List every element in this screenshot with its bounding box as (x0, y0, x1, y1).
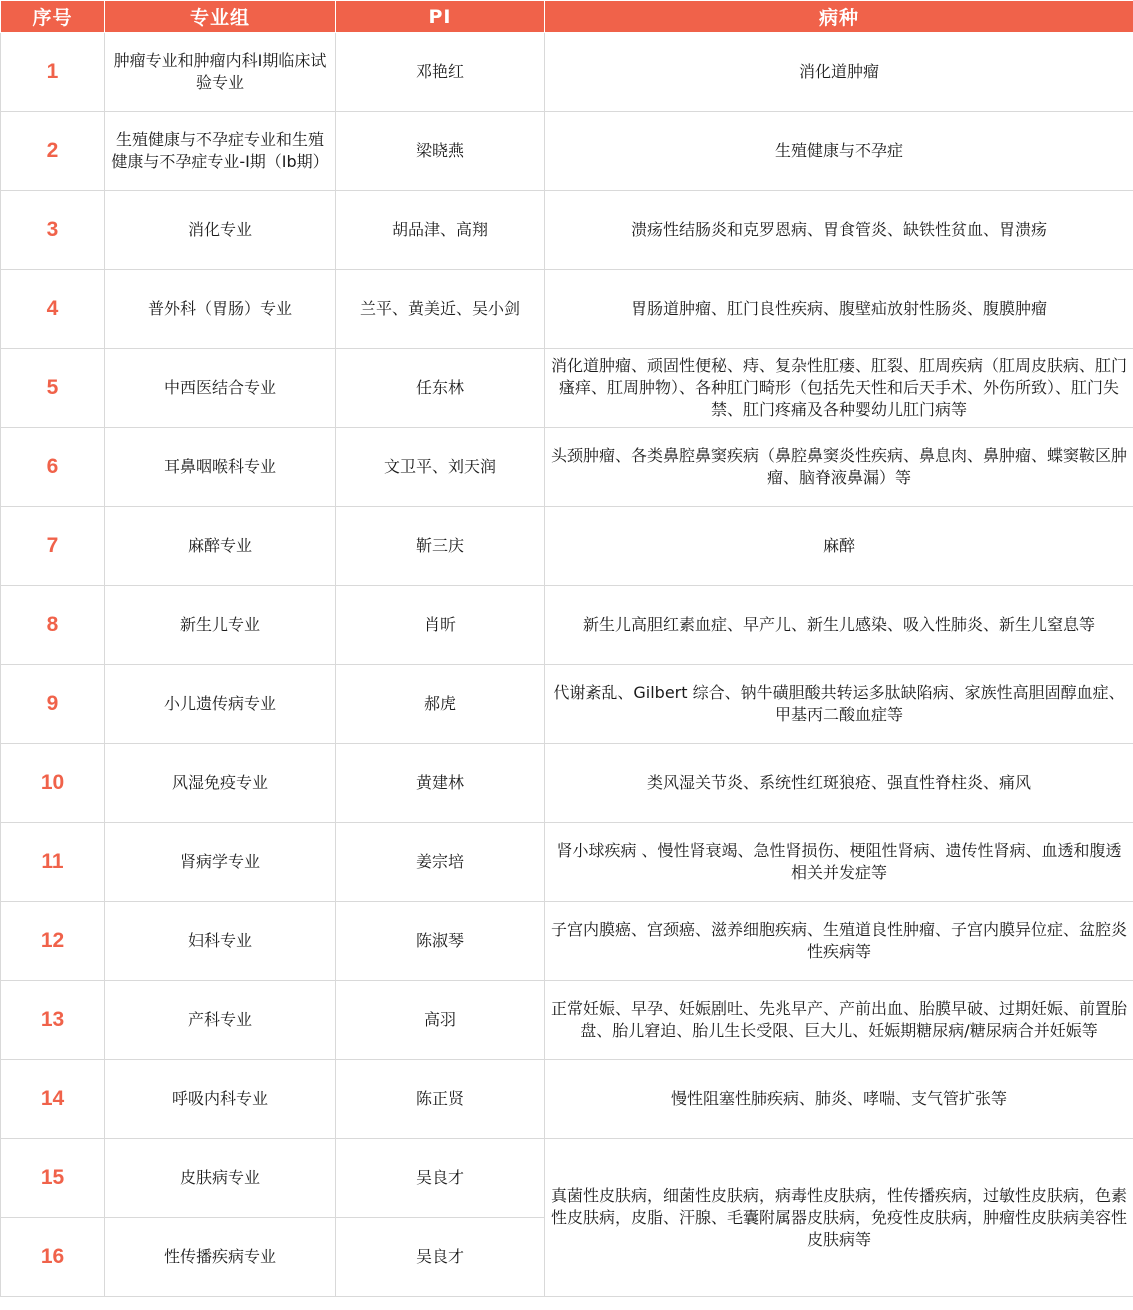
header-disease: 病种 (545, 1, 1133, 33)
table-row (1, 33, 1133, 112)
row-index: 15 (1, 1139, 105, 1218)
row-group: 产科专业 (105, 981, 336, 1060)
row-group: 中西医结合专业 (105, 349, 336, 428)
row-index: 4 (1, 270, 105, 349)
row-pi: 吴良才 (336, 1218, 545, 1297)
table-row (1, 270, 1133, 349)
row-group: 麻醉专业 (105, 507, 336, 586)
row-group: 妇科专业 (105, 902, 336, 981)
row-disease: 肾小球疾病 、慢性肾衰竭、急性肾损伤、梗阻性肾病、遗传性肾病、血透和腹透相关并发症等 (545, 823, 1133, 902)
header-row (1, 1, 1133, 33)
row-index: 12 (1, 902, 105, 981)
row-pi: 陈正贤 (336, 1060, 545, 1139)
row-disease: 胃肠道肿瘤、肛门良性疾病、腹壁疝放射性肠炎、腹膜肿瘤 (545, 270, 1133, 349)
row-pi: 吴良才 (336, 1139, 545, 1218)
row-disease: 头颈肿瘤、各类鼻腔鼻窦疾病（鼻腔鼻窦炎性疾病、鼻息肉、鼻肿瘤、蝶窦鞍区肿瘤、脑脊液鼻漏）等 (545, 428, 1133, 507)
row-pi: 梁晓燕 (336, 112, 545, 191)
row-index: 1 (1, 33, 105, 112)
row-pi: 文卫平、刘天润 (336, 428, 545, 507)
row-pi: 胡品津、高翔 (336, 191, 545, 270)
table-row (1, 428, 1133, 507)
row-group: 生殖健康与不孕症专业和生殖健康与不孕症专业-Ⅰ期（Ib期） (105, 112, 336, 191)
row-group: 皮肤病专业 (105, 1139, 336, 1218)
row-group: 肾病学专业 (105, 823, 336, 902)
table-row (1, 507, 1133, 586)
row-index: 8 (1, 586, 105, 665)
row-group: 肿瘤专业和肿瘤内科Ⅰ期临床试验专业 (105, 33, 336, 112)
table-row (1, 191, 1133, 270)
row-disease: 消化道肿瘤 (545, 33, 1133, 112)
row-index: 5 (1, 349, 105, 428)
row-index: 3 (1, 191, 105, 270)
row-group: 消化专业 (105, 191, 336, 270)
row-disease: 慢性阻塞性肺疾病、肺炎、哮喘、支气管扩张等 (545, 1060, 1133, 1139)
header-group: 专业组 (105, 1, 336, 33)
table-row (1, 902, 1133, 981)
row-pi: 邓艳红 (336, 33, 545, 112)
row-index: 10 (1, 744, 105, 823)
row-pi: 陈淑琴 (336, 902, 545, 981)
table-row (1, 823, 1133, 902)
row-pi: 靳三庆 (336, 507, 545, 586)
row-disease: 消化道肿瘤、顽固性便秘、痔、复杂性肛瘘、肛裂、肛周疾病（肛周皮肤病、肛门瘙痒、肛周肿物）、各种肛门畸形（包括先天性和后天手术、外伤所致）、肛门失禁、肛门疼痛及各种婴幼儿肛门病等 (545, 349, 1133, 428)
row-group: 呼吸内科专业 (105, 1060, 336, 1139)
table-row (1, 112, 1133, 191)
row-index: 16 (1, 1218, 105, 1297)
row-pi: 兰平、黄美近、吴小剑 (336, 270, 545, 349)
table-row (1, 744, 1133, 823)
row-pi: 高羽 (336, 981, 545, 1060)
row-disease: 麻醉 (545, 507, 1133, 586)
row-index: 7 (1, 507, 105, 586)
row-group: 小儿遗传病专业 (105, 665, 336, 744)
row-pi: 姜宗培 (336, 823, 545, 902)
row-index: 14 (1, 1060, 105, 1139)
header-pi: PI (336, 1, 545, 33)
row-pi: 任东林 (336, 349, 545, 428)
merged-disease-cell: 真菌性皮肤病，细菌性皮肤病，病毒性皮肤病，性传播疾病，过敏性皮肤病，色素性皮肤病，皮脂、汗腺、毛囊附属器皮肤病，免疫性皮肤病，肿瘤性皮肤病美容性皮肤病等 (545, 1139, 1133, 1297)
row-index: 11 (1, 823, 105, 902)
row-group: 性传播疾病专业 (105, 1218, 336, 1297)
row-group: 耳鼻咽喉科专业 (105, 428, 336, 507)
row-group: 新生儿专业 (105, 586, 336, 665)
row-pi: 郝虎 (336, 665, 545, 744)
row-disease: 代谢紊乱、Gilbert 综合、钠牛磺胆酸共转运多肽缺陷病、家族性高胆固醇血症、甲基丙二酸血症等 (545, 665, 1133, 744)
row-disease: 溃疡性结肠炎和克罗恩病、胃食管炎、缺铁性贫血、胃溃疡 (545, 191, 1133, 270)
table-row (1, 1139, 1133, 1218)
row-group: 普外科（胃肠）专业 (105, 270, 336, 349)
row-index: 6 (1, 428, 105, 507)
row-index: 13 (1, 981, 105, 1060)
row-disease: 生殖健康与不孕症 (545, 112, 1133, 191)
row-group: 风湿免疫专业 (105, 744, 336, 823)
row-disease: 正常妊娠、早孕、妊娠剧吐、先兆早产、产前出血、胎膜早破、过期妊娠、前置胎盘、胎儿窘迫、胎儿生长受限、巨大儿、妊娠期糖尿病/糖尿病合并妊娠等 (545, 981, 1133, 1060)
row-disease: 子宫内膜癌、宫颈癌、滋养细胞疾病、生殖道良性肿瘤、子宫内膜异位症、盆腔炎性疾病等 (545, 902, 1133, 981)
row-pi: 黄建林 (336, 744, 545, 823)
table-row (1, 349, 1133, 428)
header-index: 序号 (1, 1, 105, 33)
table-row (1, 981, 1133, 1060)
table-row (1, 586, 1133, 665)
row-index: 9 (1, 665, 105, 744)
row-pi: 肖昕 (336, 586, 545, 665)
table-row (1, 1060, 1133, 1139)
table-row (1, 665, 1133, 744)
row-index: 2 (1, 112, 105, 191)
row-disease: 类风湿关节炎、系统性红斑狼疮、强直性脊柱炎、痛风 (545, 744, 1133, 823)
row-disease: 新生儿高胆红素血症、早产儿、新生儿感染、吸入性肺炎、新生儿窒息等 (545, 586, 1133, 665)
